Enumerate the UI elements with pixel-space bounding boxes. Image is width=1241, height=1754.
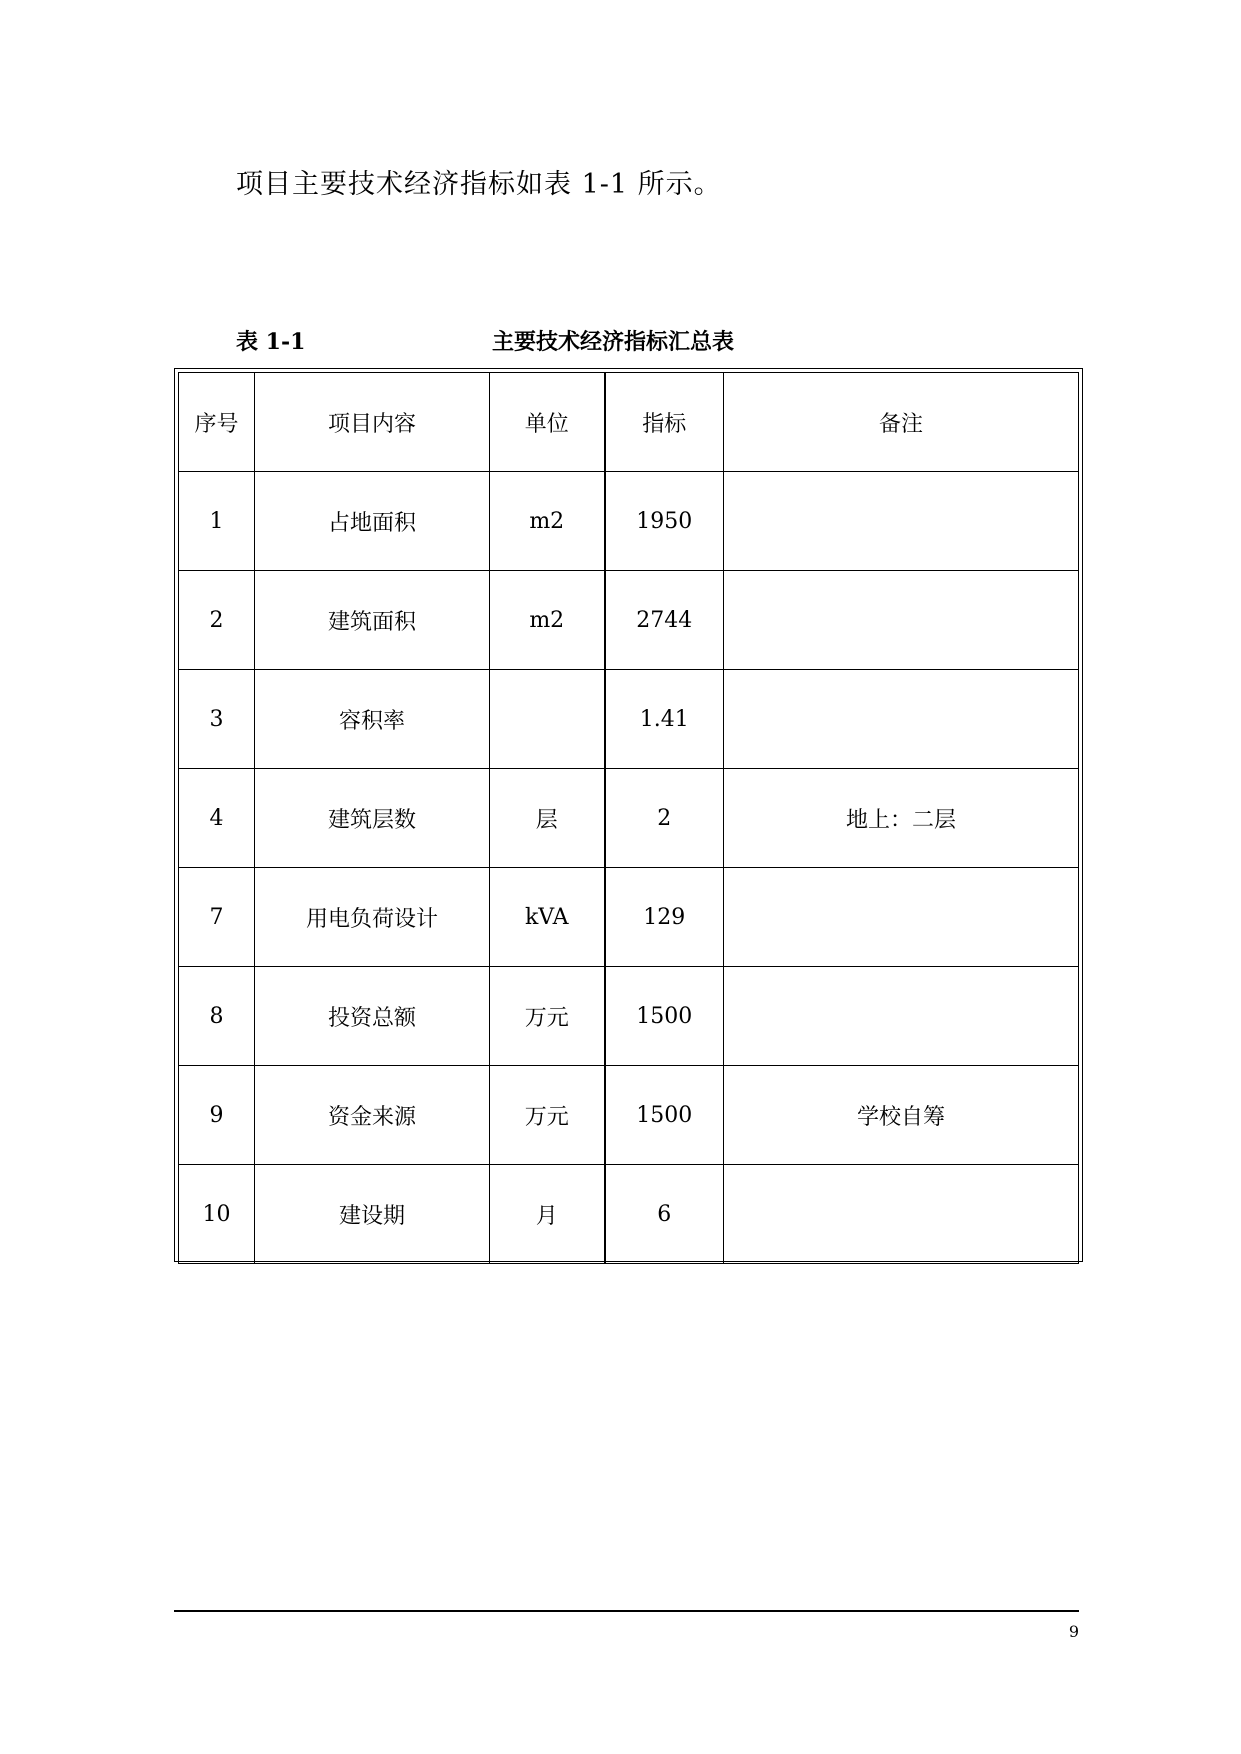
cell-seq: 3 <box>179 670 255 769</box>
cell-item: 用电负荷设计 <box>255 868 490 967</box>
intro-paragraph: 项目主要技术经济指标如表 1-1 所示。 <box>236 169 722 200</box>
cell-seq: 4 <box>179 769 255 868</box>
cell-unit: m2 <box>490 472 605 571</box>
cell-unit: 月 <box>490 1165 605 1264</box>
cell-note <box>724 1165 1079 1264</box>
cell-unit <box>490 670 605 769</box>
cell-seq: 9 <box>179 1066 255 1165</box>
header-item: 项目内容 <box>255 373 490 472</box>
table-header-row <box>179 373 1079 472</box>
cell-item: 占地面积 <box>255 472 490 571</box>
cell-item: 建筑面积 <box>255 571 490 670</box>
table-row <box>179 472 1079 571</box>
cell-value: 1950 <box>605 472 724 571</box>
cell-note <box>724 868 1079 967</box>
footer-divider <box>174 1610 1079 1612</box>
indicator-table-frame <box>174 368 1083 1262</box>
cell-value: 2 <box>605 769 724 868</box>
cell-note: 地上：二层 <box>724 769 1079 868</box>
cell-item: 建筑层数 <box>255 769 490 868</box>
cell-value: 1500 <box>605 967 724 1066</box>
cell-note <box>724 472 1079 571</box>
cell-unit: 万元 <box>490 1066 605 1165</box>
cell-value: 1500 <box>605 1066 724 1165</box>
cell-note: 学校自筹 <box>724 1066 1079 1165</box>
cell-unit: 万元 <box>490 967 605 1066</box>
header-note: 备注 <box>724 373 1079 472</box>
cell-note <box>724 967 1079 1066</box>
indicator-table <box>178 372 1079 1264</box>
cell-item: 资金来源 <box>255 1066 490 1165</box>
table-row <box>179 868 1079 967</box>
table-caption-number: 表 1-1 <box>236 329 306 355</box>
header-seq: 序号 <box>179 373 255 472</box>
header-unit: 单位 <box>490 373 605 472</box>
cell-seq: 10 <box>179 1165 255 1264</box>
table-row <box>179 1165 1079 1264</box>
cell-seq: 1 <box>179 472 255 571</box>
table-row <box>179 769 1079 868</box>
cell-note <box>724 670 1079 769</box>
cell-unit: kVA <box>490 868 605 967</box>
cell-unit: m2 <box>490 571 605 670</box>
cell-item: 建设期 <box>255 1165 490 1264</box>
cell-value: 129 <box>605 868 724 967</box>
table-row <box>179 670 1079 769</box>
table-row <box>179 571 1079 670</box>
cell-unit: 层 <box>490 769 605 868</box>
cell-item: 容积率 <box>255 670 490 769</box>
header-value: 指标 <box>605 373 724 472</box>
cell-value: 6 <box>605 1165 724 1264</box>
page-number: 9 <box>1068 1622 1079 1641</box>
cell-seq: 8 <box>179 967 255 1066</box>
cell-value: 2744 <box>605 571 724 670</box>
table-caption-title: 主要技术经济指标汇总表 <box>492 329 735 355</box>
cell-seq: 2 <box>179 571 255 670</box>
table-row <box>179 1066 1079 1165</box>
cell-note <box>724 571 1079 670</box>
cell-value: 1.41 <box>605 670 724 769</box>
cell-item: 投资总额 <box>255 967 490 1066</box>
cell-seq: 7 <box>179 868 255 967</box>
table-row <box>179 967 1079 1066</box>
